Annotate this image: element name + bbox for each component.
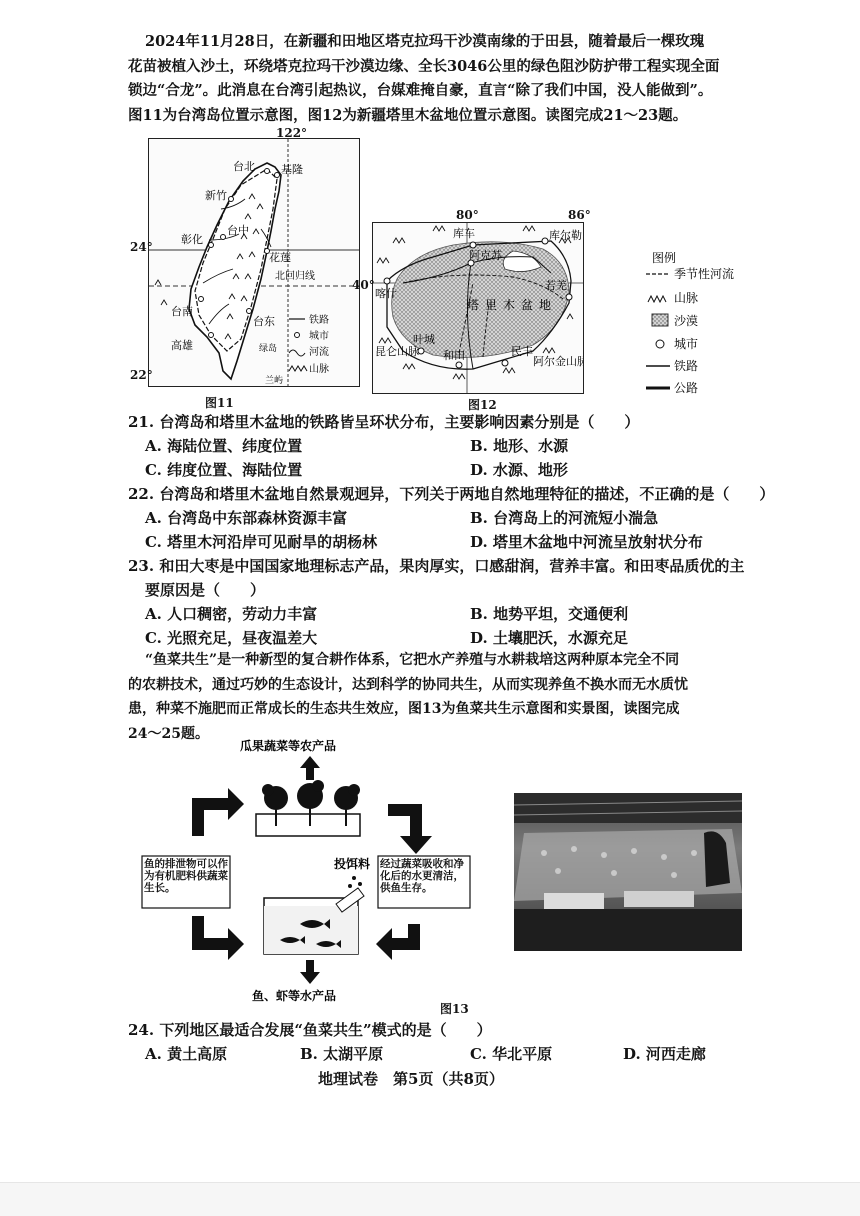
up-arrow-icon — [300, 756, 320, 780]
city-label: 基隆 — [281, 163, 303, 176]
fig11-legend — [289, 313, 329, 375]
photo-svg — [514, 793, 742, 951]
city-label: 花莲 — [269, 251, 291, 264]
intro-line: 2024年11月28日，在新疆和田地区塔克拉玛干沙漠南缘的于田县，随着最后一棵玫瑰 — [145, 33, 705, 50]
place-label: 若羌 — [545, 279, 567, 292]
legend-desert: 沙漠 — [674, 314, 699, 328]
aquaponics-diagram — [140, 736, 480, 1004]
fig11-lat-22: 22° — [130, 368, 153, 382]
bottom-product-label: 鱼、虾等水产品 — [252, 989, 337, 1003]
corner-arrow-icon — [388, 804, 432, 854]
city-label: 台东 — [253, 315, 275, 328]
place-label: 喀什 — [375, 287, 397, 300]
taiwan-map-svg — [149, 139, 359, 386]
legend-seasonal-river: 季节性河流 — [674, 267, 735, 281]
intro-line: 图11为台湾岛位置示意图，图12为新疆塔里木盆地位置示意图。读图完成21～23题。 — [128, 106, 688, 124]
question-stem: 22. 台湾岛和塔里木盆地自然景观迥异，下列关于两地自然地理特征的描述，不正确的是（ ） — [128, 485, 775, 503]
city-label: 台南 — [171, 305, 193, 318]
tarim-map — [372, 222, 584, 394]
intro-line: 24～25题。 — [128, 725, 209, 742]
question-21 — [128, 410, 788, 482]
place-label: 叶城 — [413, 333, 435, 346]
place-label: 民丰 — [511, 345, 533, 358]
fig12-lon-80: 80° — [456, 208, 479, 222]
option-c: C. 华北平原 — [470, 1045, 553, 1063]
legend-city: 城市 — [309, 331, 329, 342]
option-b: B. 太湖平原 — [300, 1045, 384, 1063]
legend-mountain: 山脉 — [309, 364, 329, 375]
legend-mountain: 山脉 — [674, 291, 699, 305]
option-a: A. 黄土高原 — [145, 1045, 228, 1063]
option-a: A. 台湾岛中东部森林资源丰富 — [145, 509, 348, 527]
corner-arrow-icon — [192, 916, 244, 960]
option-d: D. 土壤肥沃，水源充足 — [470, 629, 628, 647]
place-label: 库车 — [453, 227, 475, 240]
tarim-map-svg — [373, 223, 583, 393]
place-label: 和田 — [443, 349, 465, 362]
corner-arrow-icon — [376, 924, 420, 960]
taiwan-map — [148, 138, 360, 387]
legend-railway: 铁路 — [674, 359, 699, 373]
fig12-legend — [644, 250, 764, 400]
question-stem-continued: 要原因是（ ） — [145, 581, 266, 599]
city-label: 新竹 — [205, 189, 227, 202]
fig12-lat-40: 40° — [352, 278, 375, 292]
city-label: 台中 — [227, 224, 249, 237]
fig12-caption: 图12 — [468, 398, 497, 412]
city-label: 彰化 — [181, 233, 203, 246]
intro-line: 患，种菜不施肥而正常成长的生态共生效应，图13为鱼菜共生示意图和实景图，读图完成 — [128, 701, 680, 717]
fig11-lat-24: 24° — [130, 240, 153, 254]
aquaponics-diagram-svg — [140, 736, 480, 1004]
top-product-label: 瓜果蔬菜等农产品 — [240, 739, 337, 753]
option-c: C. 塔里木河沿岸可见耐旱的胡杨林 — [145, 533, 378, 551]
option-b: B. 台湾岛上的河流短小湍急 — [470, 509, 659, 527]
place-label: 阿克苏 — [469, 249, 502, 262]
option-a: A. 海陆位置、纬度位置 — [145, 437, 303, 455]
place-label: 昆仑山脉 — [375, 345, 419, 358]
place-label: 阿尔金山脉 — [533, 355, 583, 368]
question-22 — [128, 482, 788, 554]
option-c: C. 光照充足，昼夜温差大 — [145, 629, 318, 647]
legend-highway: 公路 — [674, 381, 699, 395]
feed-label: 投饵料 — [334, 857, 371, 871]
legend-river: 河流 — [309, 347, 329, 358]
legend-title: 图例 — [652, 251, 677, 265]
legend-city: 城市 — [674, 337, 699, 351]
question-stem: 23. 和田大枣是中国国家地理标志产品，果肉厚实，口感甜润，营养丰富。和田枣品质优的主 — [128, 557, 745, 575]
fig11-caption: 图11 — [205, 396, 234, 410]
plant-icon — [262, 780, 360, 810]
down-arrow-icon — [300, 960, 320, 984]
question-stem: 24. 下列地区最适合发展“鱼菜共生”模式的是（ ） — [128, 1021, 492, 1039]
city-label: 绿岛 — [259, 344, 278, 354]
option-d: D. 河西走廊 — [623, 1045, 706, 1063]
right-note: 经过蔬菜吸收和净化后的水更清洁，供鱼生存。 — [380, 858, 464, 894]
question-stem: 21. 台湾岛和塔里木盆地的铁路皆呈环状分布，主要影响因素分别是（ ） — [128, 413, 640, 431]
place-label: 塔里木盆地 — [467, 298, 558, 312]
option-d: D. 水源、地形 — [470, 461, 568, 479]
aquaponics-photo — [514, 793, 742, 951]
city-label: 高雄 — [171, 339, 193, 352]
intro-line: “鱼菜共生”是一种新型的复合耕作体系，它把水产养殖与水耕栽培这两种原本完全不同 — [145, 652, 680, 668]
intro-paragraph-2 — [128, 648, 778, 746]
intro-line: 的农耕技术，通过巧妙的生态设计，达到科学的协同共生，从而实现养鱼不换水而无水质忧 — [128, 676, 688, 693]
fig13-caption: 图13 — [440, 1002, 469, 1016]
option-a: A. 人口稠密，劳动力丰富 — [145, 605, 318, 623]
fig11-longitude: 122° — [276, 126, 308, 140]
city-label: 台北 — [233, 160, 255, 173]
option-d: D. 塔里木盆地中河流呈放射状分布 — [470, 533, 703, 551]
corner-arrow-icon — [192, 788, 244, 836]
legend-railway: 铁路 — [309, 315, 329, 326]
intro-line: 花苗被植入沙土，环绕塔克拉玛干沙漠边缘、全长3046公里的绿色阻沙防护带工程实现全面 — [128, 57, 720, 75]
question-23 — [128, 554, 788, 650]
option-c: C. 纬度位置、海陆位置 — [145, 461, 303, 479]
bottom-margin — [0, 1182, 860, 1216]
intro-paragraph-1 — [128, 30, 778, 128]
fig12-legend-svg — [644, 250, 764, 400]
left-note: 鱼的排泄物可以作为有机肥料供蔬菜生长。 — [144, 858, 228, 894]
intro-line: 锁边“合龙”。此消息在台湾引起热议，台媒难掩自豪，直言“除了我们中国，没人能做到”。 — [128, 82, 713, 99]
page-footer: 地理试卷 第5页（共8页） — [318, 1070, 504, 1088]
question-24 — [128, 1018, 788, 1066]
place-label: 库尔勒 — [549, 229, 582, 242]
option-b: B. 地形、水源 — [470, 437, 569, 455]
city-label: 兰屿 — [265, 376, 284, 386]
option-b: B. 地势平坦，交通便利 — [470, 605, 629, 623]
tropic-label: 北回归线 — [275, 271, 315, 282]
fig12-lon-86: 86° — [568, 208, 591, 222]
